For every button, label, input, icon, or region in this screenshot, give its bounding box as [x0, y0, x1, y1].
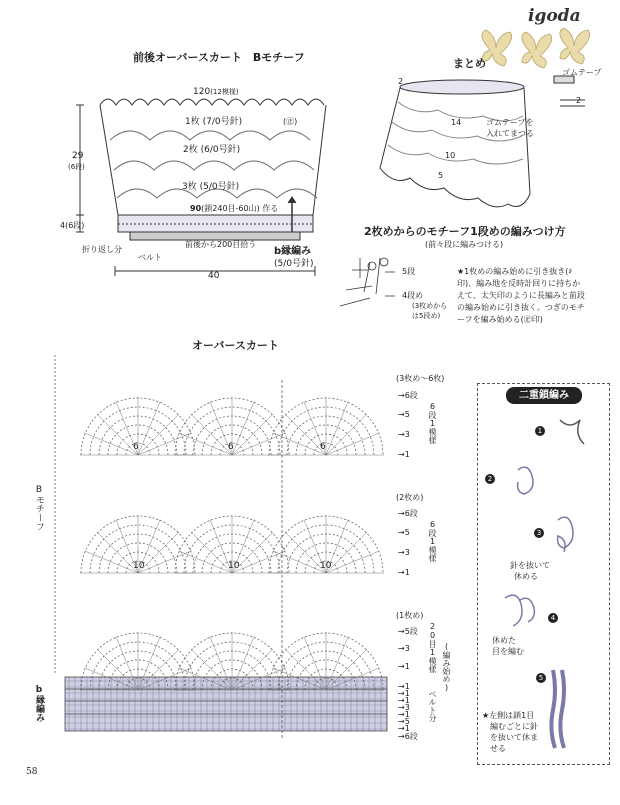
tier2-label: (2枚め)	[396, 493, 424, 502]
row-number: →1	[398, 710, 410, 719]
step-4-badge: 4	[548, 605, 558, 624]
twin-chain-title: 二重鎖編み	[506, 387, 582, 404]
chart-fan-spoke	[138, 414, 179, 455]
repeat-label-2: 6段1模様	[428, 520, 437, 562]
brand-logo: igoda	[528, 6, 581, 26]
motif-3-label: 3枚 (5/0号針)	[182, 182, 240, 192]
row-number: →5段	[398, 627, 418, 636]
twin-chain-panel	[477, 383, 610, 765]
join-row4: 4段め	[402, 291, 424, 300]
chart-fan-spoke	[326, 532, 367, 573]
edge-label: b縁編み	[274, 246, 312, 257]
row-number: →6段	[398, 732, 418, 741]
dim-10: 10	[445, 151, 456, 160]
join-row-note-1: (3枚めから	[412, 302, 448, 310]
assembly-drawing	[380, 76, 585, 207]
note3-a: 針を抜いて	[510, 561, 550, 570]
chart-fan-spoke	[191, 414, 232, 455]
row-number: →1	[398, 568, 410, 577]
chart-fan-spoke	[232, 414, 273, 455]
start-label: (編み始め)	[442, 642, 451, 692]
repeat-label-3: 6段1模様	[428, 402, 437, 444]
dim-2a: 2	[398, 77, 404, 86]
chart-fan-spoke	[191, 532, 232, 573]
fold-label: 折り返し分	[82, 245, 122, 254]
row-number: →3	[398, 644, 410, 653]
chart-fan-spoke	[97, 532, 138, 573]
row-number: →6段	[398, 391, 418, 400]
row-number: →1	[398, 696, 410, 705]
edge-hook: (5/0号針)	[274, 259, 314, 269]
chart-fans	[80, 397, 384, 690]
chain-note: 90(鎖240目-60山) 作る	[190, 204, 279, 213]
fan-num-f: 10	[320, 561, 332, 571]
motif-2-label: 2枚 (6/0号針)	[183, 145, 241, 155]
fan-num-b: 6	[228, 442, 234, 452]
tape-label: ゴムテープ	[562, 68, 602, 77]
motif-1-label: 1枚 (7/0号針)	[185, 117, 243, 127]
mark-label: (㊣)	[283, 117, 298, 126]
bottom-width: 40	[208, 271, 220, 281]
height-band: 4(6段)	[60, 221, 85, 230]
row-number: →5	[398, 410, 410, 419]
row-number: →1	[398, 682, 410, 691]
fan-num-e: 10	[228, 561, 240, 571]
row-number: →1	[398, 450, 410, 459]
schematic-title: 前後オーバースカート Bモチーフ	[133, 51, 305, 64]
row-number: →1	[398, 724, 410, 733]
row-number: →3	[398, 548, 410, 557]
join-title: 2枚めからのモチーフ1段めの編みつけ方	[364, 225, 566, 238]
fan-num-d: 10	[133, 561, 145, 571]
height-total: 29	[72, 151, 84, 161]
crochet-chart	[55, 355, 387, 740]
note5-a: ★左側は鎖1目	[482, 711, 535, 720]
fan-num-c: 6	[320, 442, 326, 452]
row-number: →5	[398, 528, 410, 537]
chart-fan-spoke	[97, 414, 138, 455]
row-number: →3	[398, 430, 410, 439]
note3-b: 休める	[514, 572, 538, 581]
note4-b: 目を編む	[492, 647, 524, 656]
note4-a: 休めた	[492, 636, 516, 645]
step-3-badge: 3	[534, 520, 544, 539]
chart-title: オーバースカート	[192, 339, 279, 352]
belt-label: ベルト	[138, 253, 162, 262]
repeat-label-1: 20目1模様	[428, 622, 437, 673]
join-note: ★1枚めの編み始めに引き抜き(♯印)、編み地を反時計回りに持ちかえて、太矢印のように長編みと前段の編み始めに引き抜く。つぎのモチーフを編み始める(㊣印)	[457, 267, 585, 324]
join-subtitle: (前々段に編みつける)	[425, 240, 504, 249]
step-1-badge: 1	[535, 418, 545, 437]
dim-5: 5	[438, 171, 444, 180]
row-number: →5	[398, 717, 410, 726]
step-2-badge: 2	[485, 466, 495, 485]
tier1-label: (1枚め)	[396, 611, 424, 620]
chart-side-label-b: b縁編み	[34, 685, 44, 722]
row-number: →6段	[398, 509, 418, 518]
row-number: →3	[398, 703, 410, 712]
note5-d: せる	[490, 744, 506, 753]
assembly-title: まとめ	[453, 57, 486, 70]
page-number: 58	[26, 767, 38, 777]
height-total-note: (6段)	[68, 163, 85, 171]
tape-note-2: 入れてまつる	[486, 129, 534, 138]
chart-fan-spoke	[326, 414, 367, 455]
fan-num-a: 6	[133, 442, 139, 452]
butterfly-decoration	[482, 28, 590, 68]
tier3-label: (3枚め〜6枚)	[396, 374, 445, 383]
step-5-badge: 5	[536, 665, 546, 684]
dim-2b: 2	[576, 96, 582, 105]
chart-side-label: Bモチーフ	[34, 485, 44, 531]
pickup-label: 前後から200目拾う	[185, 240, 257, 249]
row-number: →1	[398, 662, 410, 671]
join-row5: 5段	[402, 267, 416, 276]
top-width: 120(12模様)	[193, 87, 239, 97]
tape-note-1: ゴムテープを	[486, 118, 534, 127]
note5-c: を抜いて休ま	[490, 733, 538, 742]
row-number: →1	[398, 689, 410, 698]
note5-b: 編むごとに針	[490, 722, 538, 731]
join-row-note-2: は5段め)	[412, 312, 441, 320]
belt-part-label: ベルト分	[428, 690, 437, 722]
dim-14: 14	[451, 118, 462, 127]
join-diagram	[340, 258, 395, 306]
